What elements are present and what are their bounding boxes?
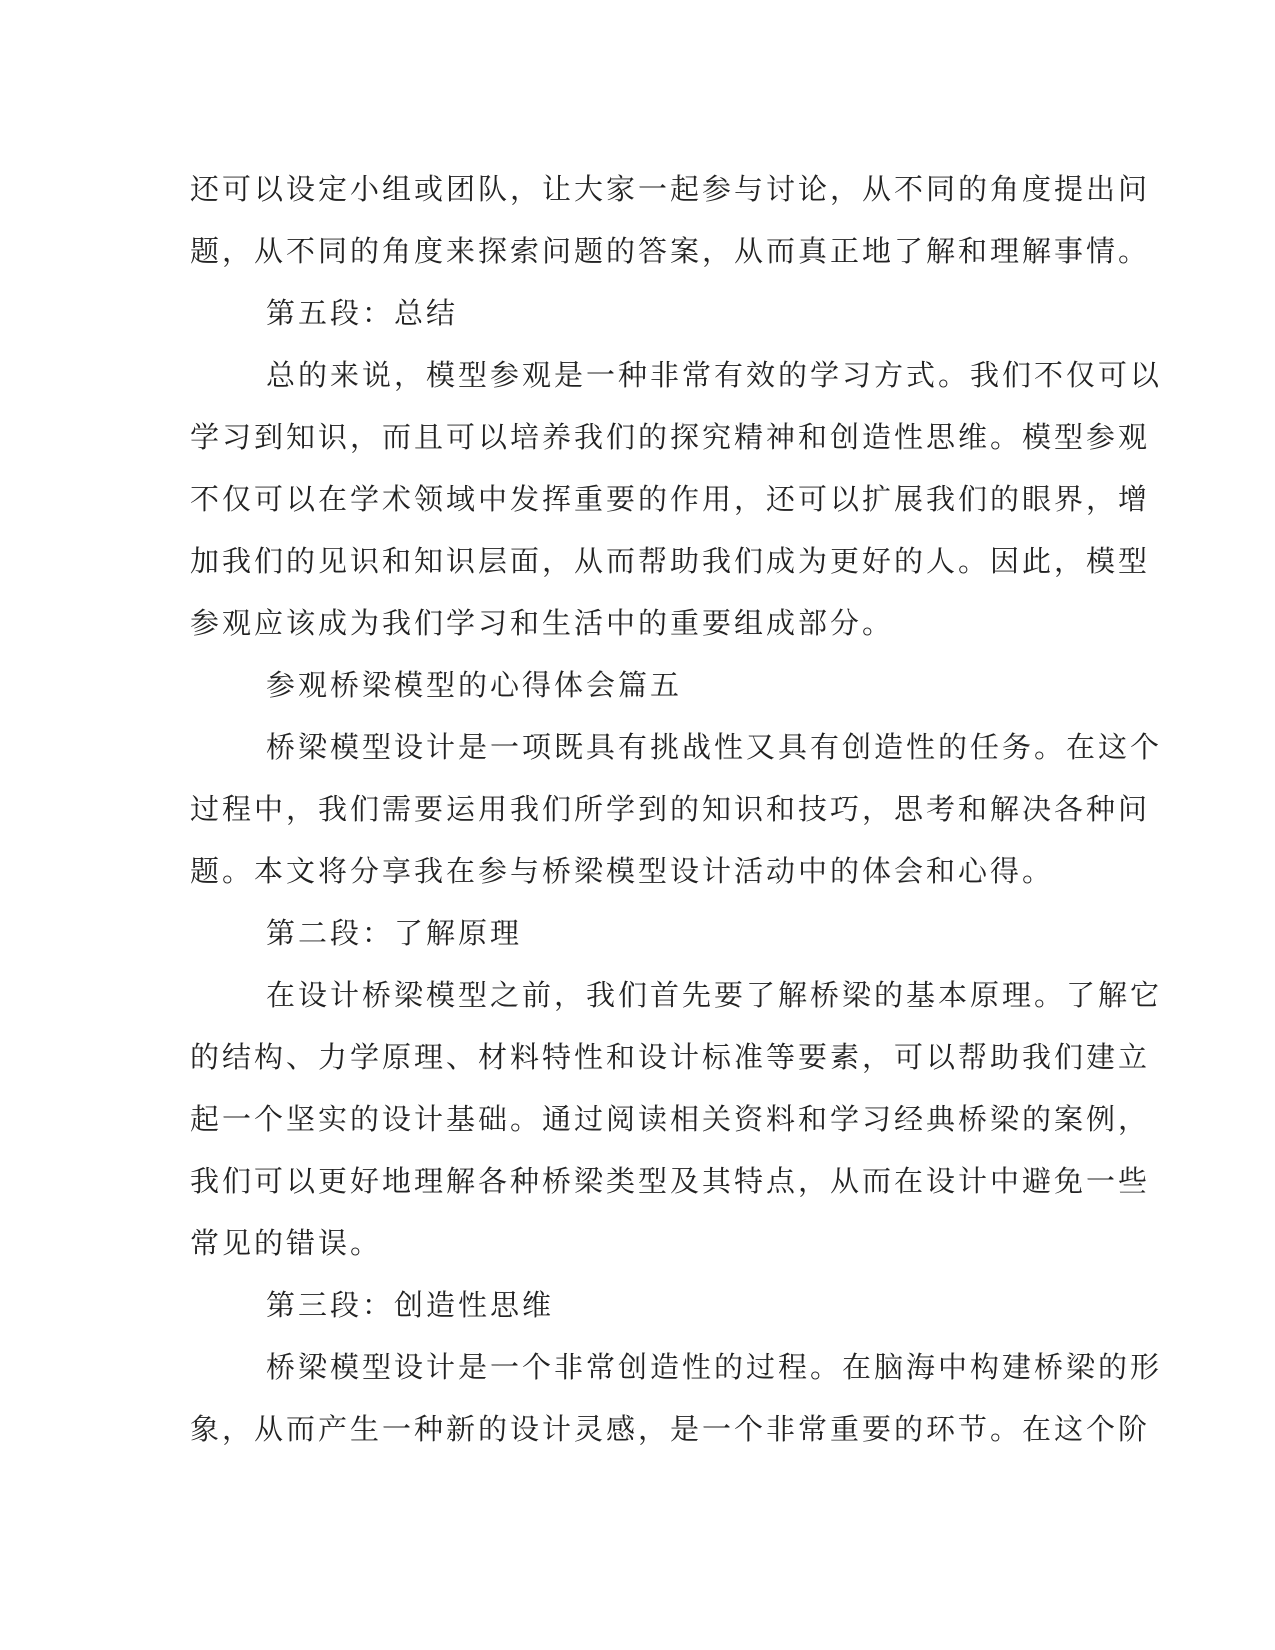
text-line: 不仅可以在学术领域中发挥重要的作用，还可以扩展我们的眼界，增 <box>190 482 1151 516</box>
text-line: 在设计桥梁模型之前，我们首先要了解桥梁的基本原理。了解它 <box>266 978 1163 1012</box>
text-line: 起一个坚实的设计基础。通过阅读相关资料和学习经典桥梁的案例， <box>190 1102 1151 1136</box>
text-line: 还可以设定小组或团队，让大家一起参与讨论，从不同的角度提出问 <box>190 172 1151 206</box>
text-line: 加我们的见识和知识层面，从而帮助我们成为更好的人。因此，模型 <box>190 544 1151 578</box>
section-heading: 第三段：创造性思维 <box>266 1288 555 1322</box>
section-heading: 第二段：了解原理 <box>266 916 523 950</box>
text-line: 桥梁模型设计是一项既具有挑战性又具有创造性的任务。在这个 <box>266 730 1163 764</box>
text-line: 总的来说，模型参观是一种非常有效的学习方式。我们不仅可以 <box>266 358 1163 392</box>
article-title: 参观桥梁模型的心得体会篇五 <box>266 668 683 702</box>
text-line: 象，从而产生一种新的设计灵感，是一个非常重要的环节。在这个阶 <box>190 1412 1151 1446</box>
text-line: 我们可以更好地理解各种桥梁类型及其特点，从而在设计中避免一些 <box>190 1164 1151 1198</box>
text-line: 的结构、力学原理、材料特性和设计标准等要素，可以帮助我们建立 <box>190 1040 1151 1074</box>
text-line: 题，从不同的角度来探索问题的答案，从而真正地了解和理解事情。 <box>190 234 1151 268</box>
text-line: 学习到知识，而且可以培养我们的探究精神和创造性思维。模型参观 <box>190 420 1151 454</box>
text-line: 参观应该成为我们学习和生活中的重要组成部分。 <box>190 606 895 640</box>
text-line: 常见的错误。 <box>190 1226 383 1260</box>
text-line: 桥梁模型设计是一个非常创造性的过程。在脑海中构建桥梁的形 <box>266 1350 1163 1384</box>
text-line: 题。本文将分享我在参与桥梁模型设计活动中的体会和心得。 <box>190 854 1055 888</box>
section-heading: 第五段：总结 <box>266 296 459 330</box>
body-text <box>190 158 1163 1460</box>
text-line: 过程中，我们需要运用我们所学到的知识和技巧，思考和解决各种问 <box>190 792 1151 826</box>
